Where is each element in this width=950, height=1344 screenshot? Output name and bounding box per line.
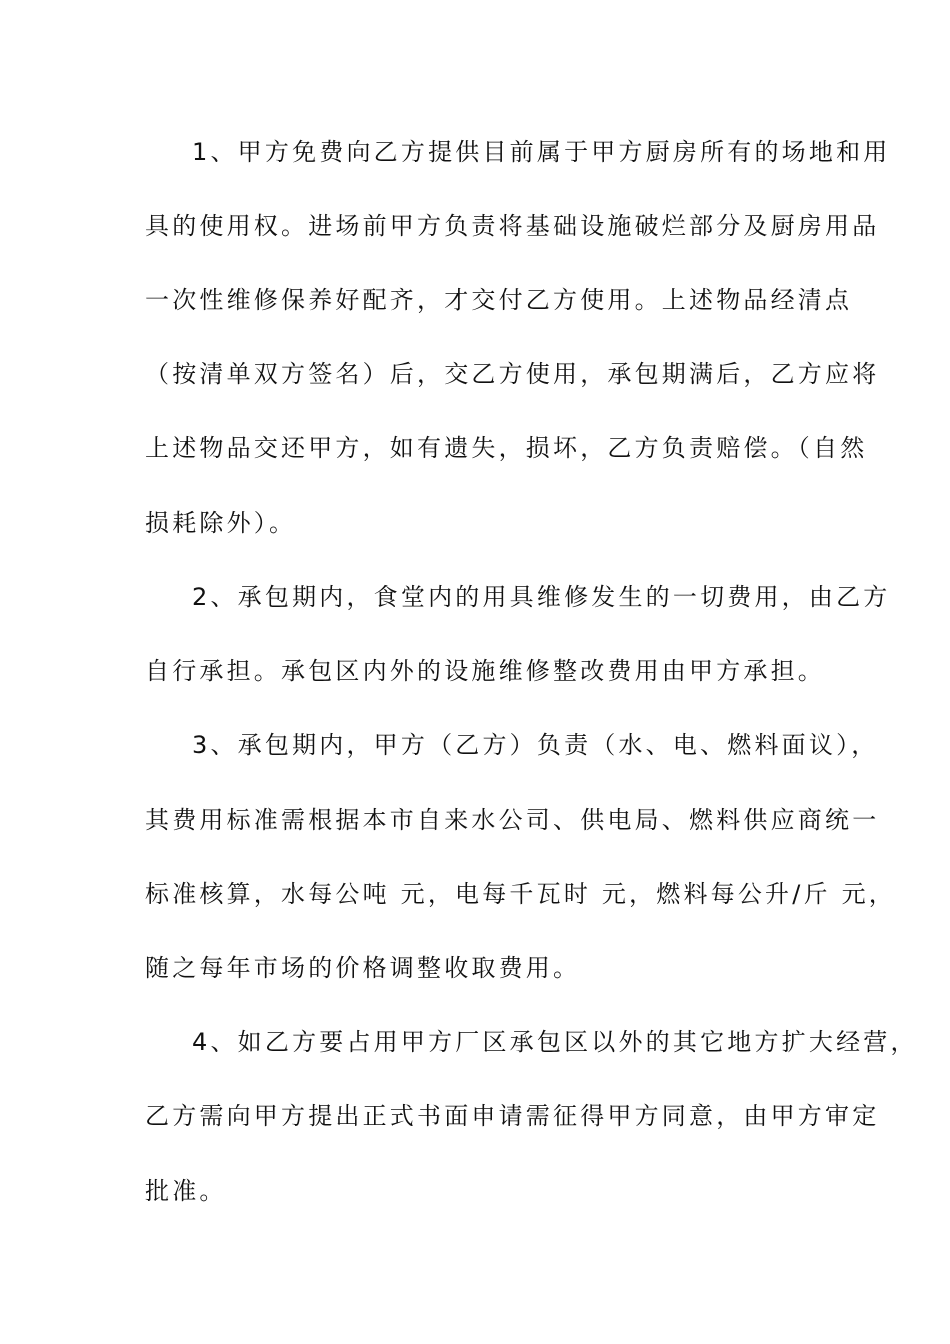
clause-4-line-3: 批准。 [145,1177,227,1205]
clause-4-line-2: 乙方需向甲方提出正式书面申请需征得甲方同意，由甲方审定 [145,1102,880,1130]
clause-4-line-1: 4、如乙方要占用甲方厂区承包区以外的其它地方扩大经营， [192,1028,918,1056]
clause-3-line-1: 3、承包期内，甲方（乙方）负责（水、电、燃料面议）， [192,731,879,759]
clause-1-line-6: 损耗除外）。 [145,509,297,537]
clause-1-line-2: 具的使用权。进场前甲方负责将基础设施破烂部分及厨房用品 [145,212,880,240]
clause-1-line-1: 1、甲方免费向乙方提供目前属于甲方厨房所有的场地和用 [192,138,891,166]
clause-1-line-4: （按清单双方签名）后，交乙方使用，承包期满后，乙方应将 [145,360,880,388]
clause-2-line-1: 2、承包期内，食堂内的用具维修发生的一切费用，由乙方 [192,583,891,611]
clause-3-line-4: 随之每年市场的价格调整收取费用。 [145,954,581,982]
clause-1-line-3: 一次性维修保养好配齐，才交付乙方使用。上述物品经清点 [145,286,853,314]
clause-1-line-5: 上述物品交还甲方，如有遗失，损坏，乙方负责赔偿。（自然 [145,434,868,462]
clause-3-line-3: 标准核算，水每公吨 元，电每千瓦时 元，燃料每公升/斤 元， [145,880,896,908]
clause-3-line-2: 其费用标准需根据本市自来水公司、供电局、燃料供应商统一 [145,806,880,834]
clause-2-line-2: 自行承担。承包区内外的设施维修整改费用由甲方承担。 [145,657,825,685]
